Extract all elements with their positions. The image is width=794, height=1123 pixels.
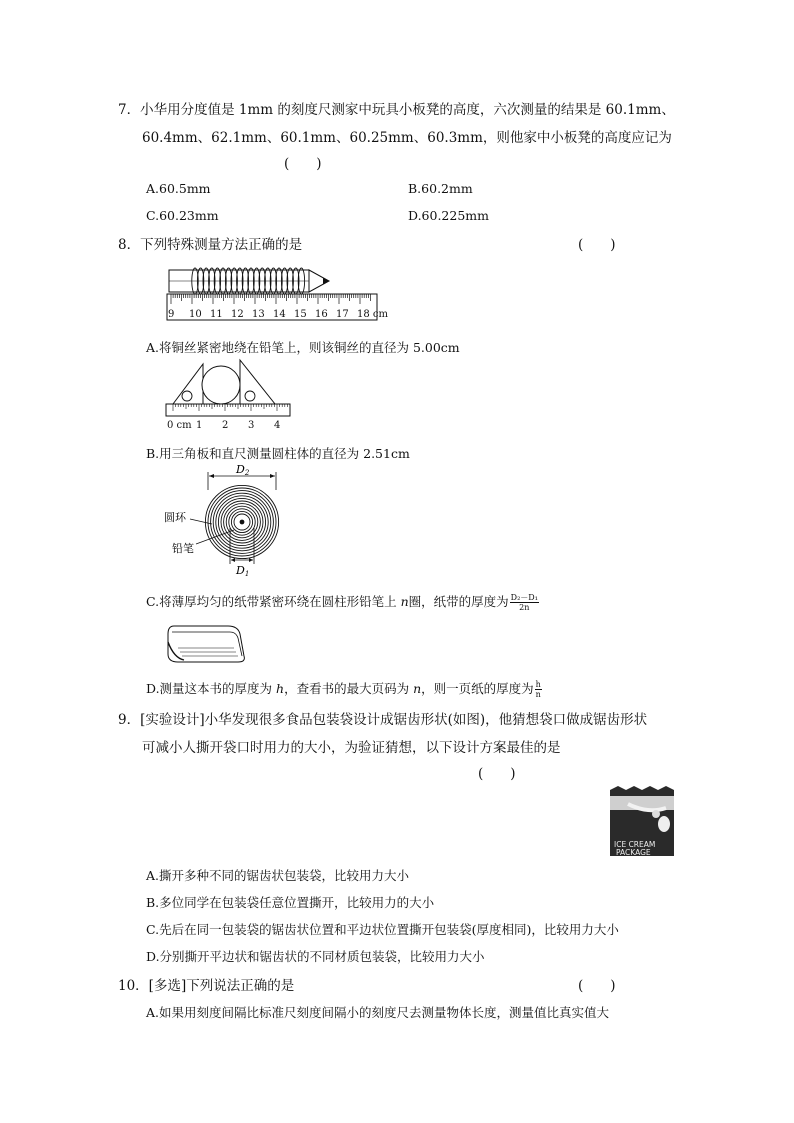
ruler2-tick-label: 2 [222, 420, 229, 431]
q7-option-d: D.60.225mm [408, 208, 489, 223]
triangle-cylinder-figure [165, 358, 295, 430]
book-figure [164, 620, 250, 666]
wire-coil-figure [165, 256, 388, 324]
q9-option-d: D.分别撕开平边状和锯齿状的不同材质包装袋，比较用力大小 [146, 949, 485, 964]
q7-option-c: C.60.23mm [146, 208, 219, 223]
thickness-fraction-c: $\frac{\text{D₂－D₁}}{2n}$ [510, 593, 538, 612]
ruler2-tick-label: 1 [196, 420, 203, 431]
ruler1-tick-label: 17 [336, 309, 349, 320]
ruler1-tick-label: 9 [168, 309, 175, 320]
q10-answer-bracket: ( ) [578, 978, 616, 994]
q9-stem-line1: 9．[实验设计]小华发现很多食品包装袋设计成锯齿形状(如图)，他猜想袋口做成锯齿形状 [118, 712, 648, 728]
q9-option-b: B.多位同学在包装袋任意位置撕开，比较用力的大小 [146, 895, 435, 910]
ruler1-tick-label: 14 [273, 309, 286, 320]
q8-stem: 8．下列特殊测量方法正确的是 [118, 237, 303, 253]
q8-option-b: B.用三角板和直尺测量圆柱体的直径为 2.51cm [146, 446, 410, 461]
package-figure [608, 784, 676, 856]
q10-option-a: A.如果用刻度间隔比标准尺刻度间隔小的刻度尺去测量物体长度，测量值比真实值大 [146, 1005, 610, 1020]
ruler1-tick-label: 13 [252, 309, 265, 320]
ruler2-tick-label: 3 [248, 420, 255, 431]
ruler1-tick-label: 18 cm [357, 309, 388, 320]
q9-option-c: C.先后在同一包装袋的锯齿状位置和平边状位置撕开包装袋(厚度相同)，比较用力大小 [146, 922, 619, 937]
q7-stem-line2: 60.4mm、62.1mm、60.1mm、60.25mm、60.3mm，则他家中小板凳的高度应记为 [142, 130, 672, 146]
thickness-fraction-d: $\frac{h}{n}$ [535, 680, 541, 699]
q8-option-d: D.测量这本书的厚度为 h，查看书的最大页码为 n，则一页纸的厚度为 $\frac{h}{n}$ [146, 680, 541, 699]
ruler1-tick-label: 10 [189, 309, 202, 320]
package-text2: PACKAGE [616, 848, 651, 857]
wire-coil [192, 268, 305, 294]
q8-option-c: C.将薄厚均匀的纸带紧密环绕在圆柱形铅笔上 n圈，纸带的厚度为 $\frac{\text{D₂－D₁}}{2n}$ [146, 593, 538, 612]
ruler1-tick-label: 12 [231, 309, 244, 320]
q7-option-a: A.60.5mm [146, 181, 211, 196]
q7-answer-bracket: ( ) [284, 156, 322, 172]
cylinder [202, 366, 240, 404]
q9-stem-line2: 可减小人撕开袋口时用力的大小，为验证猜想，以下设计方案最佳的是 [142, 740, 561, 756]
q8-option-a: A.将铜丝紧密地绕在铅笔上，则该铜丝的直径为 5.00cm [146, 340, 460, 355]
q9-option-a: A.撕开多种不同的锯齿状包装袋，比较用力大小 [146, 868, 410, 883]
package-text1: ICE CREAM [614, 840, 656, 849]
ruler1-tick-label: 16 [315, 309, 328, 320]
ring-label: 圆环 [164, 511, 186, 524]
paper-ring-figure [162, 464, 292, 580]
d1-label: D1 [236, 564, 250, 578]
q10-stem: 10．[多选]下列说法正确的是 [118, 978, 295, 994]
q8-answer-bracket: ( ) [578, 237, 616, 253]
left-triangle [173, 364, 203, 404]
ruler2-tick-label: 4 [274, 420, 281, 431]
ruler2-tick-label: 0 cm [167, 420, 192, 431]
d2-label: D2 [236, 463, 250, 477]
q9-answer-bracket: ( ) [478, 766, 516, 782]
ruler1-tick-label: 15 [294, 309, 307, 320]
q7-option-b: B.60.2mm [408, 181, 473, 196]
pencil-label: 铅笔 [172, 542, 194, 555]
q7-stem-line1: 7．小华用分度值是 1mm 的刻度尺测家中玩具小板凳的高度，六次测量的结果是 60.1mm、 [118, 102, 675, 118]
ruler1-tick-label: 11 [210, 309, 223, 320]
